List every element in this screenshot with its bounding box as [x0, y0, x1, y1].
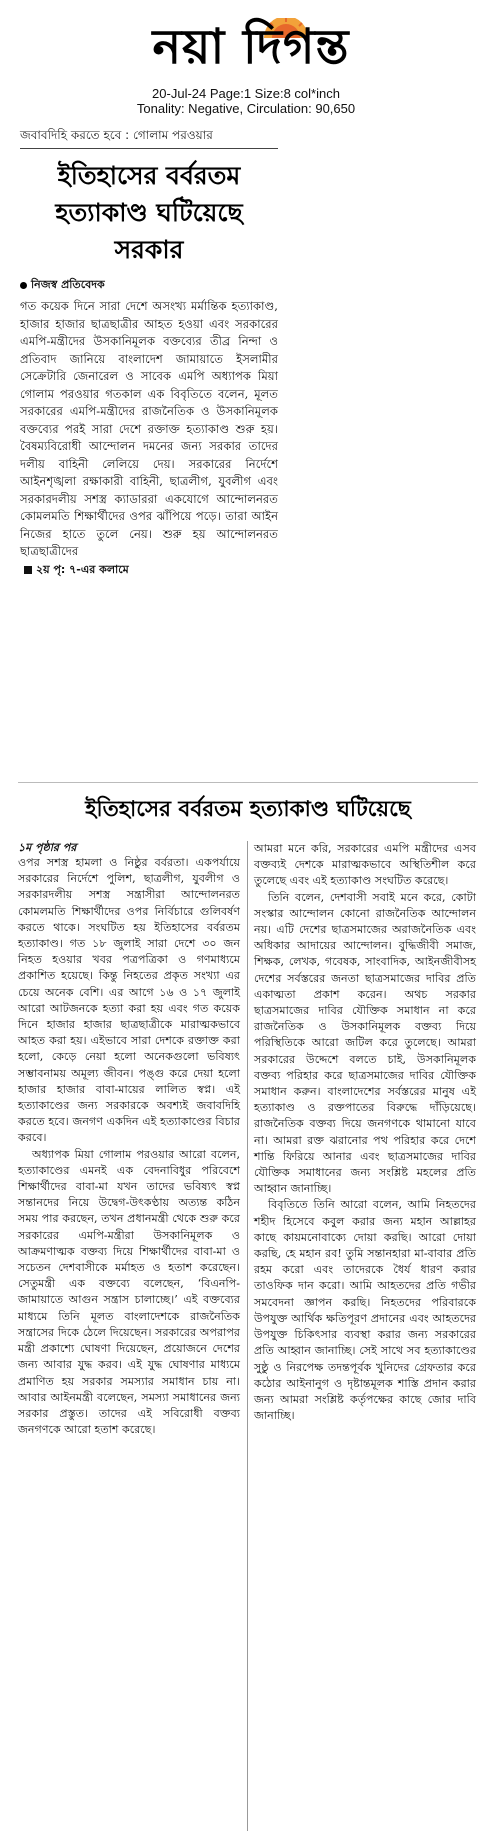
continuation-note: [20, 563, 278, 577]
right-column: [254, 841, 476, 1424]
byline-text: নিজস্ব প্রতিবেদক: [31, 278, 105, 291]
clipping-meta: [0, 86, 492, 116]
bullet-icon: [20, 282, 27, 289]
byline: [20, 278, 278, 292]
column-divider: [247, 841, 248, 1831]
paragraph: ওপর সশস্ত্র হামলা ও নিষ্ঠুর বর্বরতা। একপর্যায়ে সরকারের নির্দেশে পুলিশ, ছাত্রলীগ, যুবলীগ ও সরকারদলীয় সশস্ত্র সন্ত্রাসীরা আন্দোলনরত কোমলমতি শিক্ষার্থীদের ওপর নির্বিচারে গুলিবর্ষণ করতে থাকে। সংঘটিত হয় ইতিহাসের বর্বরতম হত্যাকাণ্ড। গত ১৮ জুলাই সারা দেশে ৩০ জন নিহত হওয়ার খবর পত্রপত্রিকা ও গণমাধ্যমে প্রকাশিত হয়েছে। কিন্তু নিহতের প্রকৃত সংখ্যা এর চেয়ে অনেক বেশি। এর আগে ১৬ ও ১৭ জুলাই আরো আটজনকে হত্যা করা হয় এবং গত কয়েক দিনে হাজার হাজার ছাত্রছাত্রীকে মারাত্মকভাবে আহত করা হয়। এইভাবে সারা দেশকে রক্তাক্ত করা হলো, কেড়ে নেয়া হলো অনেকগুলো ভবিষ্যৎ সম্ভাবনাময় অমূল্য জীবন। পঙ্গু করে দেয়া হলো হাজার হাজার বাবা-মায়ের লালিত স্বপ্ন। এই হত্যাকাণ্ডের জন্য সরকারকে অবশ্যই জবাবদিহি করতে হবে। জনগণ একদিন এই হত্যাকাণ্ডের বিচার করবে।: [18, 856, 240, 1145]
paragraph: অধ্যাপক মিয়া গোলাম পরওয়ার আরো বলেন, হত্যাকাণ্ডের এমনই এক বেদনাবিধুর পরিবেশে শিক্ষার্থীদের বাবা-মা যখন তাদের ভবিষ্যৎ স্বপ্ন সন্তানদের নিয়ে উদ্বেগ-উৎকণ্ঠায় অত্যন্ত কঠিন সময় পার করছেন, তখন প্রধানমন্ত্রী থেকে শুরু করে সরকারের এমপি-মন্ত্রীরা উসকানিমূলক ও আক্রমণাত্মক বক্তব্য দিয়ে শিক্ষার্থীদের বাবা-মা ও সচেতন দেশবাসীকে মর্মাহত ও হতাশ করেছেন। সেতুমন্ত্রী এক বক্তব্যে বলেছেন, ‘বিএনপি-জামায়াতে আগুন সন্ত্রাস চালাচ্ছে।’ এই বক্তব্যের মাধ্যমে তিনি মূলত বাংলাদেশকে রাজনৈতিক সন্ত্রাসের দিকে ঠেলে দিয়েছেন। সরকারের অপরাপর মন্ত্রী প্রকাশ্যে ঘোষণা দিয়েছেন, প্রয়োজনে দেশের জন্য আবার যুদ্ধ করব। এই যুদ্ধ ঘোষণার মাধ্যমে প্রমাণিত হয় সরকার সমস্যার সমাধান চায় না। আবার আইনমন্ত্রী বলেছেন, সমস্যা সমাধানের জন্য সরকার প্রস্তুত। তাদের এই সবিরোধী বক্তব্য জনগণকে আরো হতাশ করেছে।: [18, 1147, 240, 1437]
left-column: [18, 841, 240, 1438]
newspaper-logo: [108, 12, 394, 82]
logo-text: নয়া দিগন্ত: [152, 19, 350, 75]
continuation-headline: ইতিহাসের বর্বরতম হত্যাকাণ্ড ঘটিয়েছে: [85, 797, 411, 822]
paragraph: তিনি বলেন, দেশবাসী সবাই মনে করে, কোটা সংস্কার আন্দোলন কোনো রাজনৈতিক আন্দোলন নয়। এটি দেশের ছাত্রসমাজের অরাজনৈতিক এবং অধিকার আদায়ের আন্দোলন। বুদ্ধিজীবী সমাজ, শিক্ষক, লেখক, গবেষক, সাংবাদিক, আইনজীবীসহ দেশের সর্বস্তরের জনতা ছাত্রসমাজের দাবির প্রতি একাত্মতা প্রকাশ করেন। অথচ সরকার ছাত্রসমাজের দাবির যৌক্তিক সমাধান না করে রাজনৈতিক ও উসকানিমূলক বক্তব্য দিয়ে পরিস্থিতিকে আরো জটিল করে তুলেছে। আমরা সরকারের উদ্দেশে বলতে চাই, উসকানিমূলক বক্তব্য পরিহার করে ছাত্রসমাজের দাবির যৌক্তিক সমাধান করুন। বাংলাদেশের সর্বস্তরের মানুষ এই হত্যাকাণ্ড ও রক্তপাতের বিরুদ্ধে দাঁড়িয়েছে। রাজনৈতিক বক্তব্য দিয়ে জনগণকে থামানো যাবে না। আমরা রক্ত ঝরানোর পথ পরিহার করে দেশে শান্তি ফিরিয়ে আনার এবং ছাত্রসমাজের দাবির যৌক্তিক সমাধানের জন্য সংশ্লিষ্ট মহলের প্রতি আহ্বান জানাচ্ছি।: [254, 890, 476, 1196]
article-columns: [18, 841, 478, 1831]
front-page-article: [20, 128, 278, 758]
paragraph: বিবৃতিতে তিনি আরো বলেন, আমি নিহতদের শহীদ হিসেবে কবুল করার জন্য মহান আল্লাহর কাছে কায়মনোবাক্যে দোয়া করছি। আরো দোয়া করছি, হে মহান রব! তুমি সন্তানহারা মা-বাবার প্রতি রহম করো এবং তাদেরকে ধৈর্য ধারণ করার তাওফিক দান করো। আমি আহতদের প্রতি গভীর সমবেদনা জ্ঞাপন করছি। নিহতদের পরিবারকে উপযুক্ত আর্থিক ক্ষতিপূরণ প্রদানের এবং আহতদের উপযুক্ত চিকিৎসার ব্যবস্থা করার জন্য সরকারের প্রতি আহ্বান জানাচ্ছি। সেই সাথে সব হত্যাকাণ্ডের সুষ্ঠু ও নিরপেক্ষ তদন্তপূর্বক খুনিদের গ্রেফতার করে কঠোর আইনানুগ ও দৃষ্টান্তমূলক শাস্তি প্রদান করার জন্য আমরা সংশ্লিষ্ট কর্তৃপক্ষের কাছে জোর দাবি জানাচ্ছি।: [254, 1198, 476, 1423]
masthead: [0, 0, 492, 120]
article-body: গত কয়েক দিনে সারা দেশে অসংখ্য মর্মান্তিক হত্যাকাণ্ড, হাজার হাজার ছাত্রছাত্রীর আহত হওয়া এবং সরকারের এমপি-মন্ত্রীদের উসকানিমূলক বক্তব্যের তীব্র নিন্দা ও প্রতিবাদ জানিয়ে বাংলাদেশ জামায়াতে ইসলামীর সেক্রেটারি জেনারেল ও সাবেক এমপি অধ্যাপক মিয়া গোলাম পরওয়ার গতকাল এক বিবৃতিতে বলেন, মূলত সরকারের এমপি-মন্ত্রীদের রাজনৈতিক ও উসকানিমূলক বক্তব্যের পরই সারা দেশে রক্তাক্ত হত্যাকাণ্ড শুরু হয়। বৈষম্যবিরোধী আন্দোলন দমনের জন্য সরকার তাদের দলীয় বাহিনী লেলিয়ে দেয়। সরকারের নির্দেশে আইনশৃঙ্খলা রক্ষাকারী বাহিনী, ছাত্রলীগ, যুবলীগ এবং সরকারদলীয় সশস্ত্র ক্যাডাররা একযোগে আন্দোলনরত কোমলমতি শিক্ষার্থীদের ওপর ঝাঁপিয়ে পড়ে। তারা আইন নিজের হাতে তুলে নেয়। শুরু হয় আন্দোলনরত ছাত্রছাত্রীদের: [20, 299, 278, 558]
article-headline: ইতিহাসের বর্বরতম হত্যাকাণ্ড ঘটিয়েছে সরকার: [55, 161, 243, 264]
left-column-body: [18, 855, 240, 1438]
continuation-article: [18, 782, 478, 1835]
clipping-date-page: 20-Jul-24 Page:1 Size:8 col*inch: [152, 86, 340, 101]
continuation-text: ২য় পৃ: ৭-এর কলামে: [36, 562, 129, 576]
continued-from-label: ১ম পৃষ্ঠার পর: [18, 841, 77, 854]
right-column-body: [254, 841, 476, 1424]
paragraph: আমরা মনে করি, সরকারের এমপি মন্ত্রীদের এসব বক্তব্যই দেশকে মারাত্মকভাবে অস্থিতিশীল করে তুলেছে এবং এই হত্যাকাণ্ড সংঘটিত করেছে।: [254, 842, 476, 888]
square-bullet-icon: [24, 566, 32, 574]
shoulder-headline: জবাবদিহি করতে হবে : গোলাম পরওয়ার: [20, 128, 278, 149]
clipping-tonality: Tonality: Negative, Circulation: 90,650: [136, 101, 356, 116]
